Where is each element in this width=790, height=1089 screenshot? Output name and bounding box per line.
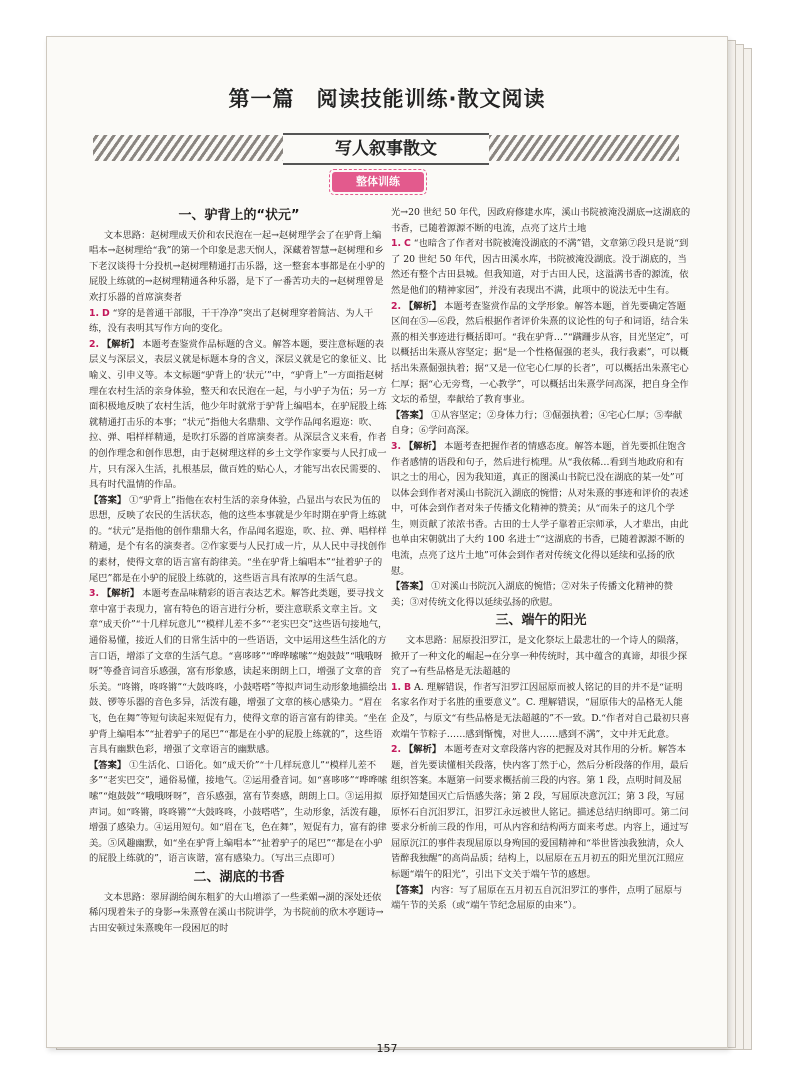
section-1-thought: 文本思路：赵树理成天价和农民泡在一起→赵树理学会了在驴背上编唱本→赵树理给“我”的第一个印象是悲天悯人，深藏着智慧→赵树理和乡下老汉谈得十分投机→赵树理精通打击乐器，这一整套本事都是在小驴的屁股上练就的→赵树理精通各种乐器，是下了一番苦功夫的→赵树理曾是欢打乐器的首席演奏者 [89,229,385,303]
question-number: 2. [391,744,402,756]
answer-text: ①“驴背上”指他在农村生活的亲身体验，凸显出与农民为伍的思想，反映了农民的生活状态，他的这些本事就是少年时期在驴背上练就的。“状元”是指他的创作鼎鼎大名，作品闻名遐迩，吹、拉、弹、唱样样精通，是个有名的演奏者。②作家要与人民打成一片，从人民中寻找创作的素材，使得文章的语言富有韵律美。“坐在驴背上编唱本”“扯着驴子的尾巴”都是在小驴的屁股上练就的，这些语言具有浓厚的生活气息。 [89,494,387,584]
training-badge: 整体训练 [332,172,424,192]
question-choice: D [101,307,110,319]
question-text: “穿的是普通干部服，干干净净”突出了赵树理穿着简洁、为人干练，没有表明其写作方向的变化。 [89,307,374,335]
section-banner [93,135,679,161]
s3-answer-2 [391,883,691,914]
right-column [391,205,691,914]
answer-3 [89,758,389,867]
answer-label: 【答案】 [391,409,429,421]
section-3-thought: 文本思路：屈原投汨罗江，是文化祭坛上最悲壮的一个诗人的陨落，掀开了一种文化的崛起→在分享一种传统时，其中蕴含的真谛，却很少探究了→有些品格是无法超越的 [391,635,687,678]
analysis-label: 【解析】 [403,300,442,312]
section-3-title: 三、端午的阳光 [495,613,587,629]
analysis-text: 本题考查品味精彩的语言表达艺术。解答此类题，要寻找文章中富于表现力，富有特色的语言进行分析，要注意联系文章主旨。文章“成天价”“十几样玩意儿”“模样儿差不多”“老实巴交”这些语句接地气，通俗易懂，接近人们的日常生活中的一些语语，文中运用这些生活化的方言口语，增添了文章的生活气息。“喜哆哆”“哗哗嗦嗦”“炮鼓鼓”“哦哦呀呀”等叠音词音乐感强，富有形象感，读起来朗朗上口，增强了文章的音乐美。“咚锵，咚咚锵”“大鼓咚咚，小鼓嗒嗒”等拟声词生动形象地描绘出鼓、锣等乐器的音色多异，活泼有趣，增强了文章的核心感染力。“眉在飞，色在舞”等短句读起来短促有力，使得文章的语言富有韵律美。“坐在驴背上编唱本”“扯着驴子的尾巴”“都是在小驴的屁股上练就的”，这些语言具有幽默色彩，增强了文章语言的幽默感。 [89,588,388,756]
question-number: 1. [391,681,402,693]
section-2-thought: 文本思路：翠屏湖给闽东粗犷的大山增添了一些柔媚→湖的深处还依稀闪现着朱子的身影→朱熹曾在溪山书院讲学，为书院前的欣木亭题诗→古田安顿过朱熹晚年一段困厄的时 [89,891,384,934]
answer-text: ①从容坚定；②身体力行；③倔强执着；④宅心仁厚；⑤奉献自身；⑥学问高深。 [391,409,683,437]
answer-label: 【答案】 [89,494,127,506]
page-number: 157 [376,1042,398,1055]
s3-question-1 [391,680,691,742]
section-2-thought-cont: 光→20 世纪 50 年代，因政府修建水库，溪山书院被淹没湖底→这湖底的书香，已随着源源不断的电流，点亮了这片土地 [391,207,691,234]
answer-label: 【答案】 [391,884,429,896]
answer-label: 【答案】 [89,759,127,771]
left-column [89,205,389,936]
analysis-label: 【解析】 [101,338,140,350]
question-number: 3. [89,588,100,600]
s3-question-2 [391,742,691,882]
question-text: A. 理解错误，作者写汨罗江因屈原而被人铭记的目的并不是“证明名家名作对于名胜的重要意义”。C. 理解错误，“屈原伟大的品格无人能企及”，与原文“有些品格是无法超越的”不一致。D.“作者对自己最初只喜欢端午节粽子……感到惭愧，对世人……感到不满”，文中并无此意。 [391,681,690,740]
question-number: 1. [391,238,402,250]
s2-answer-2 [391,408,691,439]
answer-2 [89,493,389,587]
analysis-text: 本题考查对文章段落内容的把握及对其作用的分析。解答本题，首先要读懂相关段落，快内客丁然于心，然后分析段落的作用，最后组织答案。本题第一问要求概括前三段的内容。第 1 段，点明时间及屈原抒知楚国灭亡后悟感失落；第 2 段，写屈原决意沉江；第 3 段，写屈原怀石自沉汨罗江，汨罗江永远被世人铭记。描述总结归纳即可。第二问要求分析前三段的作用，可从内容和结构两方面来考虑。内容上，通过写屈原沉江的事件表现屈原以身殉国的爱国精神和“举世皆浊我独清，众人皆醉我独醒”的高尚品质；结构上，以屈原在五月初五的阳光里沉江照应标题“端午的阳光”，引出下文关于端午节的感想。 [391,744,689,880]
section-1-title: 一、驴背上的“状元” [178,208,300,223]
question-3 [89,586,389,758]
answer-text: ①生活化、口语化。如“成天价”“十几样玩意儿”“模样儿差不多”“老实巴交”，通俗易懂，接地气。②运用叠音词。如“喜哆哆”“哗哗嗦嗦”“炮鼓鼓”“哦哦呀呀”，音乐感强，富有节奏感，朗朗上口。③运用拟声词。如“咚锵，咚咚锵”“大鼓咚咚，小鼓嗒嗒”，生动形象，活泼有趣，增强了感染力。④运用短句。如“眉在飞，色在舞”，短促有力，富有韵律美。⑤风趣幽默，如“坐在驴背上编唱本”“扯着驴子的尾巴”“都是在小驴的屁股上练就的”，语言诙谐，富有感染力。（写出三点即可） [89,759,388,865]
analysis-label: 【解析】 [403,744,442,756]
question-number: 3. [391,440,402,452]
s2-answer-3 [391,579,691,610]
answer-text: 内容：写了屈原在五月初五自沉汨罗江的事件，点明了屈原与端午节的关系（或“端午节纪念屈原的由来”）。 [391,884,683,912]
answer-label: 【答案】 [391,581,429,593]
question-number: 2. [89,338,100,350]
s2-question-2 [391,299,691,408]
page-header-title: 第一篇 阅读技能训练·散文阅读 [228,87,546,111]
analysis-text: 本题考查鉴赏作品标题的含义。解答本题，要注意标题的表层义与深层义，表层义就是标题本身的含义，深层义就是它的象征义、比喻义、引申义等。本文标题“驴背上的‘状元’”中，“驴背上”一方面指赵树理在农村生活的亲身体验，整天和农民泡在一起，与小驴子为伍；另一方面积极地反映了农村生活，他少年时就常于驴背上编唱本，在驴屁股上练就精通打击乐的本事；“状元”指他大名鼎鼎、文学作品闻名遐迩：吹、拉、弹、唱样样精通，是吹打乐器的首席演奏者。从深层含义来看，作者的创作理念和创作思想，由于赵树理这样的乡土文学作家要与人民打成一片，只有深入生活，扎根基层，做百姓的贴心人，才能写出农民需要的、具有时代温情的作品。 [89,338,387,491]
banner-title: 写人叙事散文 [283,133,489,165]
question-choice: C [403,238,411,250]
question-2 [89,337,389,493]
question-text: “也暗含了作者对书院被淹没湖底的不满”错，文章第⑦段只是说“到了 20 世纪 50 年代，因古田溪水库，书院被淹没湖底。没于湖底的，当然还有整个古田县城。但我知道，对于古田人民，这溢满书香的源流，依然是他们的精神家园”，并没有表现出不满，此项中的说法无中生有。 [391,238,689,296]
question-number: 1. [89,307,100,319]
question-choice: B [403,681,412,693]
analysis-text: 本题考查鉴赏作品的文学形象。解答本题，首先要确定答题区间在⑤—⑥段，然后根据作者评价朱熹的议论性的句子和词语，结合朱熹的相关事迹进行概括即可。“我在驴背…”“蹒跚步从容，目光坚定”，可以概括出朱熹从容坚定；据“是一个性格倔强的老头，我行我素”，可以概括出朱熹倔强执着；据“又是一位宅心仁厚的长者”，可以概括出朱熹宅心仁厚；据“心无旁骛，一心教学”，可以概括出朱熹学问高深，把自身全作文坛的希望，奉献给了教育事业。 [391,300,689,406]
question-number: 2. [391,300,402,312]
book-page [46,36,728,1055]
answer-text: ①对溪山书院沉入湖底的惋惜；②对朱子传播文化精神的赞美；③对传统文化得以延续弘扬的欣慰。 [391,581,673,608]
s2-question-1 [391,236,691,298]
s2-question-3 [391,439,691,579]
section-2-title: 二、湖底的书香 [193,869,285,885]
analysis-label: 【解析】 [101,588,140,600]
analysis-label: 【解析】 [403,440,442,452]
analysis-text: 本题考查把握作者的情感态度。解答本题，首先要抓住饱含作者感情的语段和句子，然后进行梳理。从“我依稀…看到当地政府和有识之士的用心，因为我知道，真正的图溪山书院已没在湖底的某一处”可以体会到作者对溪山书院沉入湖底的惋惜；从对朱熹的事迹和评价的表述中，可体会到作者对朱子传播文化精神的赞美；从“而朱子的这几个学生，则贡献了浓浓书香。古田的士人学子靠着正宗师承，人才辈出，由此也单由宋朝就出了大约 100 名进士”“这湖底的书香，已随着源源不断的电流，点亮了这片土地”可体会到作者对传统文化得以延续和弘扬的欣慰。 [391,440,689,577]
question-1 [89,306,389,337]
